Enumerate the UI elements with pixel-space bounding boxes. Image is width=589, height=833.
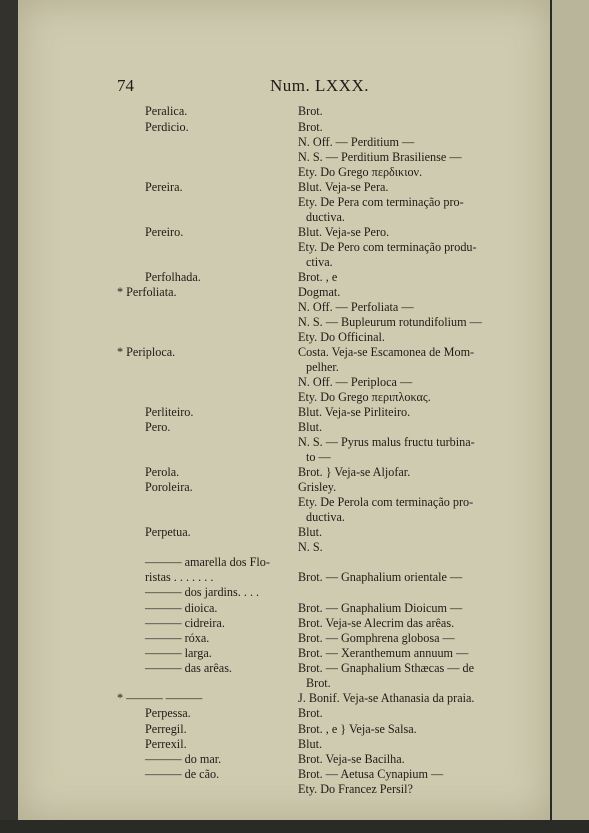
term-name: Perpessa. <box>145 706 191 720</box>
glossary-row <box>0 374 589 390</box>
term-name: Pereira. <box>145 180 183 194</box>
glossary-row <box>0 766 589 782</box>
glossary-row <box>0 344 589 360</box>
glossary-row <box>0 149 589 165</box>
term-source: Ety. Do Officinal. <box>298 330 385 344</box>
term-source: N. S. <box>298 540 323 554</box>
glossary-row <box>0 164 589 180</box>
term-name: ——— róxa. <box>145 631 210 645</box>
page-title: Num. LXXX. <box>270 76 369 95</box>
glossary-row <box>0 584 589 600</box>
term-name: ——— de cão. <box>145 767 220 781</box>
term-source: Blut. <box>298 420 323 434</box>
term-name: Pereiro. <box>145 225 184 239</box>
glossary-row <box>0 751 589 767</box>
term-source: Ety. Do Grego περιπλοκας. <box>298 390 431 404</box>
glossary-row <box>0 660 589 676</box>
term-name: Perpetua. <box>145 525 191 539</box>
term-source: Grisley. <box>298 480 337 494</box>
term-name: Perfolhada. <box>145 270 201 284</box>
term-source: Brot. — Gomphrena globosa — <box>298 631 455 645</box>
term-source: Brot. <box>306 676 331 690</box>
glossary-row <box>0 119 589 135</box>
glossary-row <box>0 494 589 510</box>
term-source: N. S. — Pyrus malus fructu turbina- <box>298 435 475 449</box>
term-name: * Perfoliata. <box>117 285 177 299</box>
term-name: Perola. <box>145 465 180 479</box>
glossary-row <box>0 615 589 631</box>
glossary-row <box>0 479 589 495</box>
glossary-row <box>0 329 589 345</box>
term-name: * ——— ——— <box>117 691 203 705</box>
term-name: Poroleira. <box>145 480 193 494</box>
term-source: Blut. <box>298 525 323 539</box>
glossary-row <box>0 449 589 465</box>
term-name: Perliteiro. <box>145 405 194 419</box>
term-name: ristas . . . . . . . <box>145 570 214 584</box>
glossary-row <box>0 781 589 797</box>
term-name: ——— do mar. <box>145 752 222 766</box>
term-source: N. Off. — Perfoliata — <box>298 300 414 314</box>
glossary-row <box>0 299 589 315</box>
glossary-row <box>0 314 589 330</box>
term-source: Blut. <box>298 737 323 751</box>
glossary-row <box>0 224 589 240</box>
term-name: ——— dioica. <box>145 601 218 615</box>
glossary-row <box>0 554 589 570</box>
term-source: Costa. Veja-se Escamonea de Mom- <box>298 345 475 359</box>
term-source: Brot. <box>298 104 323 118</box>
glossary-row <box>0 630 589 646</box>
term-source: Brot. , e } Veja-se Salsa. <box>298 722 417 736</box>
term-source: Brot. Veja-se Bacilha. <box>298 752 405 766</box>
glossary-row <box>0 359 589 375</box>
term-source: ductiva. <box>306 510 345 524</box>
term-source: ductiva. <box>306 210 345 224</box>
glossary-row <box>0 645 589 661</box>
glossary-row <box>0 179 589 195</box>
glossary-row <box>0 254 589 270</box>
glossary-row <box>0 464 589 480</box>
term-name: ——— das arêas. <box>145 661 232 675</box>
term-source: Brot. — Xeranthemum annuum — <box>298 646 469 660</box>
glossary-row <box>0 721 589 737</box>
term-source: N. Off. — Periploca — <box>298 375 413 389</box>
term-source: Brot. Veja-se Alecrim das arêas. <box>298 616 455 630</box>
term-name: ——— larga. <box>145 646 212 660</box>
glossary-row <box>0 690 589 706</box>
term-source: Brot. — Aetusa Cynapium — <box>298 767 444 781</box>
term-name: Perrexil. <box>145 737 187 751</box>
term-source: Brot. } Veja-se Aljofar. <box>298 465 411 479</box>
term-name: Peralica. <box>145 104 188 118</box>
term-name: ——— amarella dos Flo- <box>145 555 270 569</box>
term-name: Pero. <box>145 420 171 434</box>
term-source: Ety. De Pera com terminação pro- <box>298 195 464 209</box>
term-name: Perregil. <box>145 722 187 736</box>
term-source: N. S. — Perditium Brasiliense — <box>298 150 462 164</box>
term-source: Blut. Veja-se Pera. <box>298 180 389 194</box>
glossary-row <box>0 209 589 225</box>
glossary-row <box>0 705 589 721</box>
page-number: 74 <box>117 76 134 95</box>
term-source: Brot. <box>298 120 323 134</box>
term-source: Ety. Do Francez Persil? <box>298 782 413 796</box>
term-source: Dogmat. <box>298 285 341 299</box>
glossary-row <box>0 284 589 300</box>
glossary-row <box>0 600 589 616</box>
term-source: Brot. — Gnaphalium orientale — <box>298 570 463 584</box>
term-name: Perdicio. <box>145 120 189 134</box>
term-source: Blut. Veja-se Pirliteiro. <box>298 405 411 419</box>
glossary-row <box>0 509 589 525</box>
term-source: Brot. , e <box>298 270 338 284</box>
glossary-row <box>0 404 589 420</box>
term-source: pelher. <box>306 360 339 374</box>
glossary-row <box>0 269 589 285</box>
glossary-row <box>0 675 589 691</box>
term-source: Brot. — Gnaphalium Sthæcas — de <box>298 661 475 675</box>
term-source: ctiva. <box>306 255 333 269</box>
term-source: to — <box>306 450 331 464</box>
glossary-row <box>0 569 589 585</box>
term-source: Ety. De Pero com terminação produ- <box>298 240 477 254</box>
term-name: ——— cidreira. <box>145 616 225 630</box>
glossary-row <box>0 134 589 150</box>
term-source: Ety. Do Grego περδικιον. <box>298 165 423 179</box>
term-source: Brot. <box>298 706 323 720</box>
term-name: * Periploca. <box>117 345 176 359</box>
glossary-row <box>0 524 589 540</box>
glossary-row <box>0 103 589 119</box>
term-source: N. S. — Bupleurum rotundifolium — <box>298 315 482 329</box>
term-source: Brot. — Gnaphalium Dioicum — <box>298 601 463 615</box>
bottom-dark-edge <box>0 820 589 833</box>
term-source: N. Off. — Perditium — <box>298 135 415 149</box>
glossary-row <box>0 539 589 555</box>
term-source: Blut. Veja-se Pero. <box>298 225 390 239</box>
glossary-row <box>0 389 589 405</box>
glossary-row <box>0 419 589 435</box>
term-source: J. Bonif. Veja-se Athanasia da praia. <box>298 691 475 705</box>
term-name: ——— dos jardins. . . . <box>145 585 260 599</box>
glossary-row <box>0 194 589 210</box>
glossary-row <box>0 434 589 450</box>
glossary-row <box>0 736 589 752</box>
term-source: Ety. De Perola com terminação pro- <box>298 495 474 509</box>
glossary-row <box>0 239 589 255</box>
